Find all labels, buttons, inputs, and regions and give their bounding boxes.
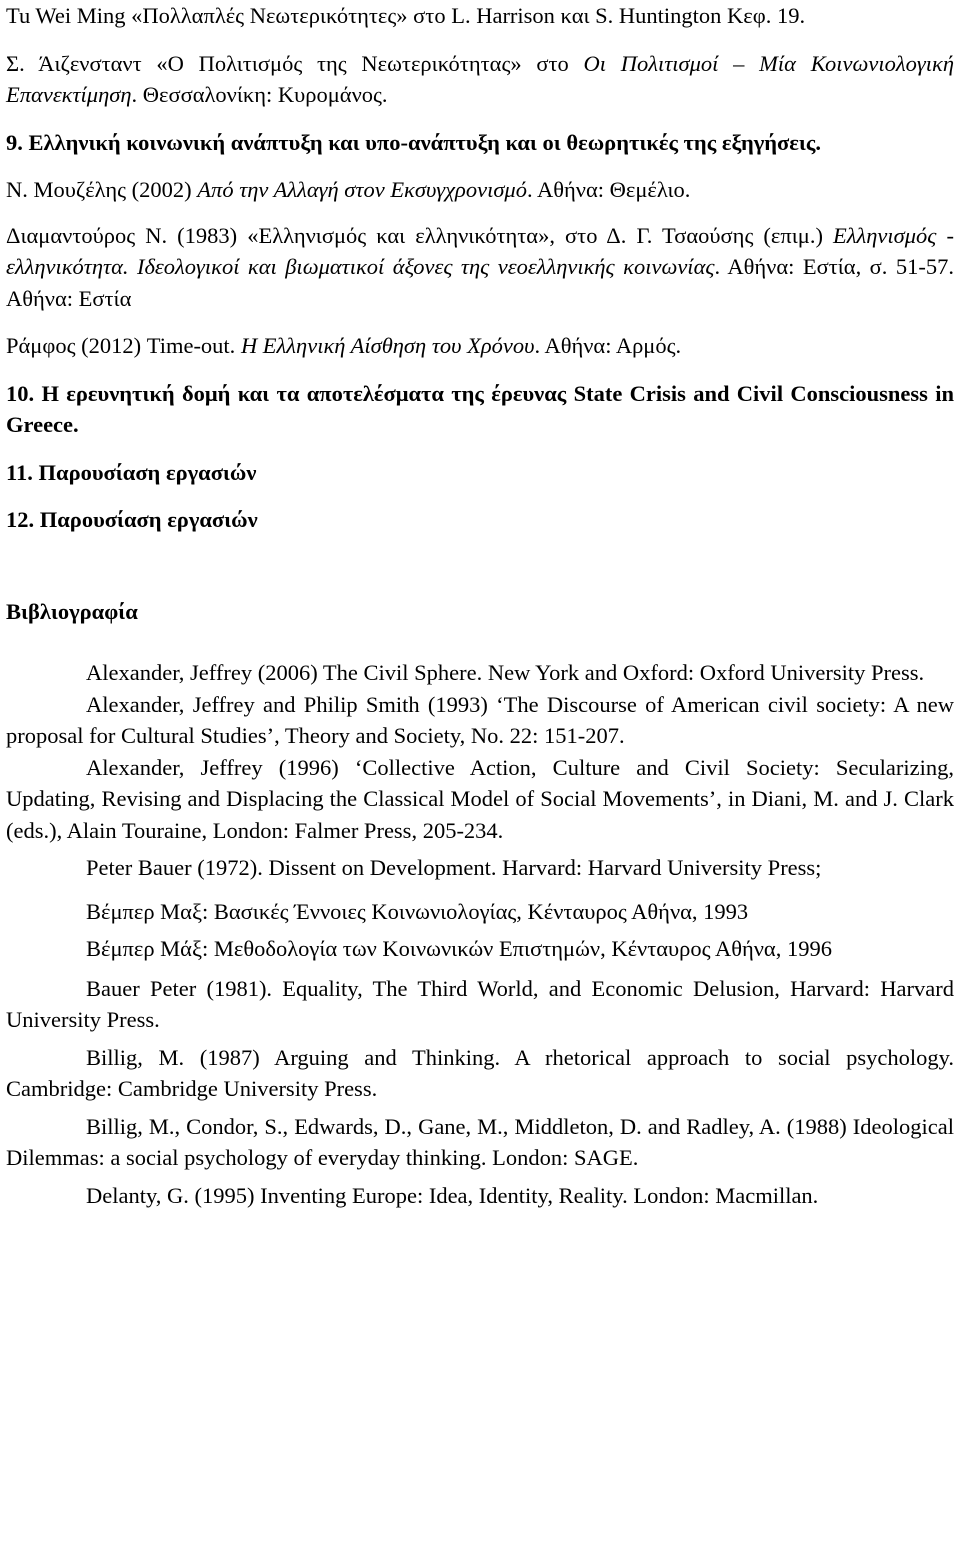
reference-mouzelis-publisher: . Αθήνα: Θεμέλιο. (526, 177, 691, 202)
section-heading-11 (6, 457, 954, 489)
reference-eisenstadt-title: Οι Πολιτισμοί – Μία Κοινωνιολογική Επανεκτίμηση (6, 50, 954, 107)
reference-eisenstadt-publisher: . Θεσσαλονίκη: Κυρομάνος. (131, 82, 388, 107)
bibliography-entry: Alexander, Jeffrey (1996) ‘Collective Action, Culture and Civil Society: Secularizing, Updating, Revising and Displacing the Classical Model of Social Movements’, in Diani, M. and J. Clark (eds.), Alain Touraine, London: Falmer Press, 205-234. (6, 754, 954, 843)
section-heading-9 (6, 127, 954, 159)
document-page (6, 0, 954, 1211)
reference-ramfos-publisher: . Αθήνα: Αρμός. (534, 333, 682, 358)
reference-eisenstadt-author: Σ. Άιζενσταντ «Ο Πολιτισμός της Νεωτερικότητας» στο (6, 50, 584, 76)
bibliography-title: Βιβλιογραφία (6, 598, 138, 624)
section-number-10: 10. (6, 380, 35, 406)
section-number-11: 11. (6, 459, 33, 485)
reference-ramfos-title: Η Ελληνική Αίσθηση του Χρόνου (240, 333, 535, 358)
bibliography-entry: Delanty, G. (1995) Inventing Europe: Idea, Identity, Reality. London: Macmillan. (86, 1182, 819, 1208)
reference-tu-wei-ming: Tu Wei Ming «Πολλαπλές Νεωτερικότητες» στο L. Harrison και S. Huntington Κεφ. 19. (6, 3, 806, 28)
reference-diamantouros-publisher: . Αθήνα: Εστία, σ. 51-57. Αθήνα: Εστία (6, 254, 954, 311)
reference-mouzelis-title: Από την Αλλαγή στον Εκσυγχρονισμό (197, 177, 527, 202)
bibliography-entry: Peter Bauer (1972). Dissent on Development. Harvard: Harvard University Press; (86, 855, 822, 880)
reference-diamantouros-author: Διαμαντούρος Ν. (1983) «Ελληνισμός και ελληνικότητα», στο Δ. Γ. Τσαούσης (επιμ.) (6, 222, 834, 248)
section-heading-10 (6, 378, 954, 441)
reference-mouzelis (6, 174, 954, 206)
section-title-11: Παρουσίαση εργασιών (38, 459, 257, 485)
reference-diamantouros-title: Ελληνισμός - ελληνικότητα. Ιδεολογικοί και βιωματικοί άξονες της νεοελληνικής κοινωνίας (6, 222, 954, 279)
reference-mouzelis-author: Ν. Μουζέλης (2002) (6, 177, 198, 202)
section-number-12: 12. (6, 507, 35, 532)
section-title-12: Παρουσίαση εργασιών (39, 507, 258, 532)
bibliography-entry: Alexander, Jeffrey and Philip Smith (1993) ‘The Discourse of American civil society: A new proposal for Cultural Studies’, Theory and Society, No. 22: 151-207. (6, 691, 954, 748)
reference-eisenstadt (6, 48, 954, 111)
section-title-10: Η ερευνητική δομή και τα αποτελέσματα της έρευνας State Crisis and Civil Consciousness in Greece. (6, 380, 955, 437)
bibliography-entry: Βέμπερ Μαξ: Βασικές Έννοιες Κοινωνιολογίας, Κένταυρος Αθήνα, 1993 (86, 898, 749, 924)
reference-diamantouros (6, 220, 954, 315)
bibliography-list (6, 657, 954, 1211)
bibliography-entry: Alexander, Jeffrey (2006) The Civil Sphere. New York and Oxford: Oxford University Press. (86, 660, 925, 685)
bibliography-entry: Billig, M. (1987) Arguing and Thinking. A rhetorical approach to social psychology. Cambridge: Cambridge University Press. (6, 1044, 954, 1101)
bibliography-entry: Bauer Peter (1981). Equality, The Third World, and Economic Delusion, Harvard: Harvard University Press. (6, 975, 954, 1032)
section-heading-12 (6, 504, 954, 536)
section-number-9: 9. (6, 129, 23, 155)
bibliography-entry: Βέμπερ Μάξ: Μεθοδολογία των Κοινωνικών Επιστημών, Κένταυρος Αθήνα, 1996 (86, 936, 832, 961)
section-title-9: Ελληνική κοινωνική ανάπτυξη και υπο-ανάπτυξη και οι θεωρητικές της εξηγήσεις. (28, 129, 821, 155)
reference-ramfos (6, 330, 954, 362)
bibliography-entry: Billig, M., Condor, S., Edwards, D., Gane, M., Middleton, D. and Radley, A. (1988) Ideological Dilemmas: a social psychology of everyday thinking. London: SAGE. (6, 1113, 954, 1170)
reference-ramfos-author: Ράμφος (2012) Time-out. (6, 333, 241, 358)
